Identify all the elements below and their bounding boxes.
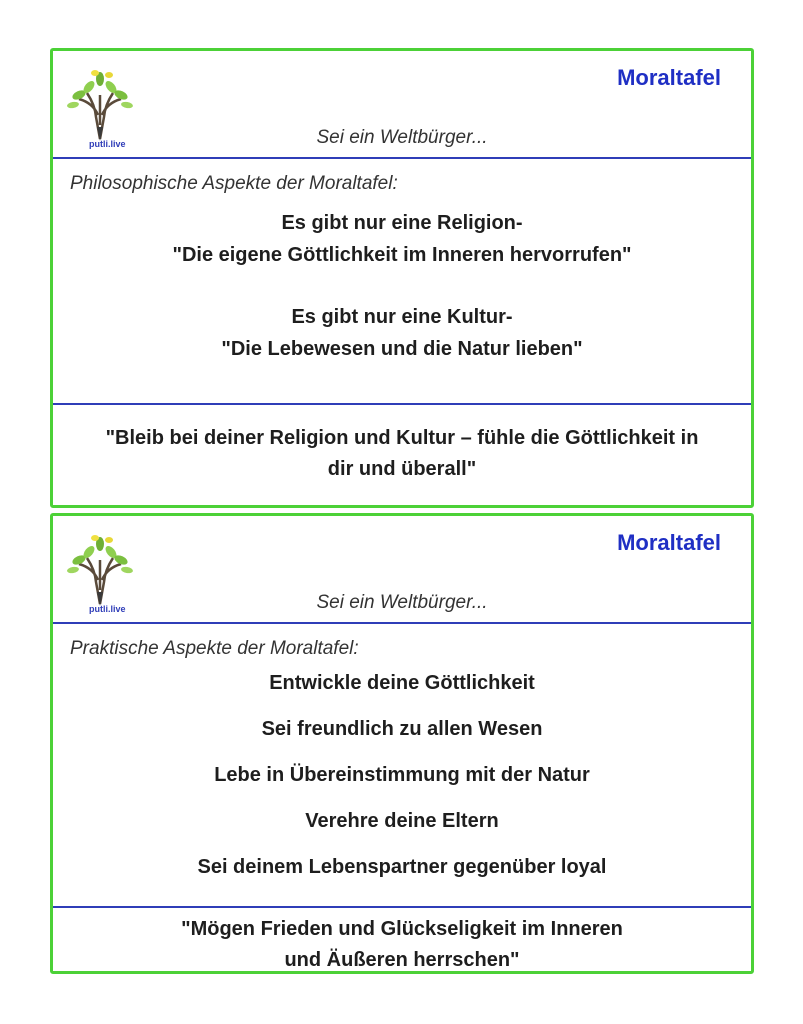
card-title: Moraltafel [617,530,721,555]
culture-line: Es gibt nur eine Kultur- [291,306,513,328]
aspects-section [53,159,751,405]
culture-quote: "Die Lebewesen und die Natur lieben" [221,338,583,360]
practice-item: Lebe in Übereinstimmung mit der Natur [214,764,590,786]
religion-block [53,207,751,271]
practice-item: Entwickle deine Göttlichkeit [269,672,535,694]
logo-text: putli.live [89,604,126,614]
religion-line: Es gibt nur eine Religion- [281,212,523,234]
moral-card-philosophical [50,48,754,508]
closing-quote [53,405,751,485]
card-header [53,516,751,624]
aspects-section [53,624,751,908]
practice-list [53,660,751,890]
quote-line: dir und überall" [327,458,477,480]
moral-card-practical [50,513,754,974]
logo-text: putli.live [89,139,126,149]
quote-line: "Bleib bei deiner Religion und Kultur – fühle die Göttlichkeit in [105,427,699,449]
closing-quote [53,908,751,976]
religion-quote: "Die eigene Göttlichkeit im Inneren hervorrufen" [172,244,632,266]
card-subtitle: Sei ein Weltbürger... [316,127,488,148]
section-label: Praktische Aspekte der Moraltafel: [70,638,359,659]
quote-line: und Äußeren herrschen" [284,949,520,971]
culture-block [53,301,751,365]
card-subtitle: Sei ein Weltbürger... [316,592,488,613]
quote-line: "Mögen Frieden und Glückseligkeit im Inneren [181,918,623,940]
card-header [53,51,751,159]
practice-item: Verehre deine Eltern [305,810,499,832]
card-title: Moraltafel [617,65,721,90]
section-label: Philosophische Aspekte der Moraltafel: [70,173,398,194]
practice-item: Sei freundlich zu allen Wesen [261,718,543,740]
practice-item: Sei deinem Lebenspartner gegenüber loyal [197,856,607,878]
